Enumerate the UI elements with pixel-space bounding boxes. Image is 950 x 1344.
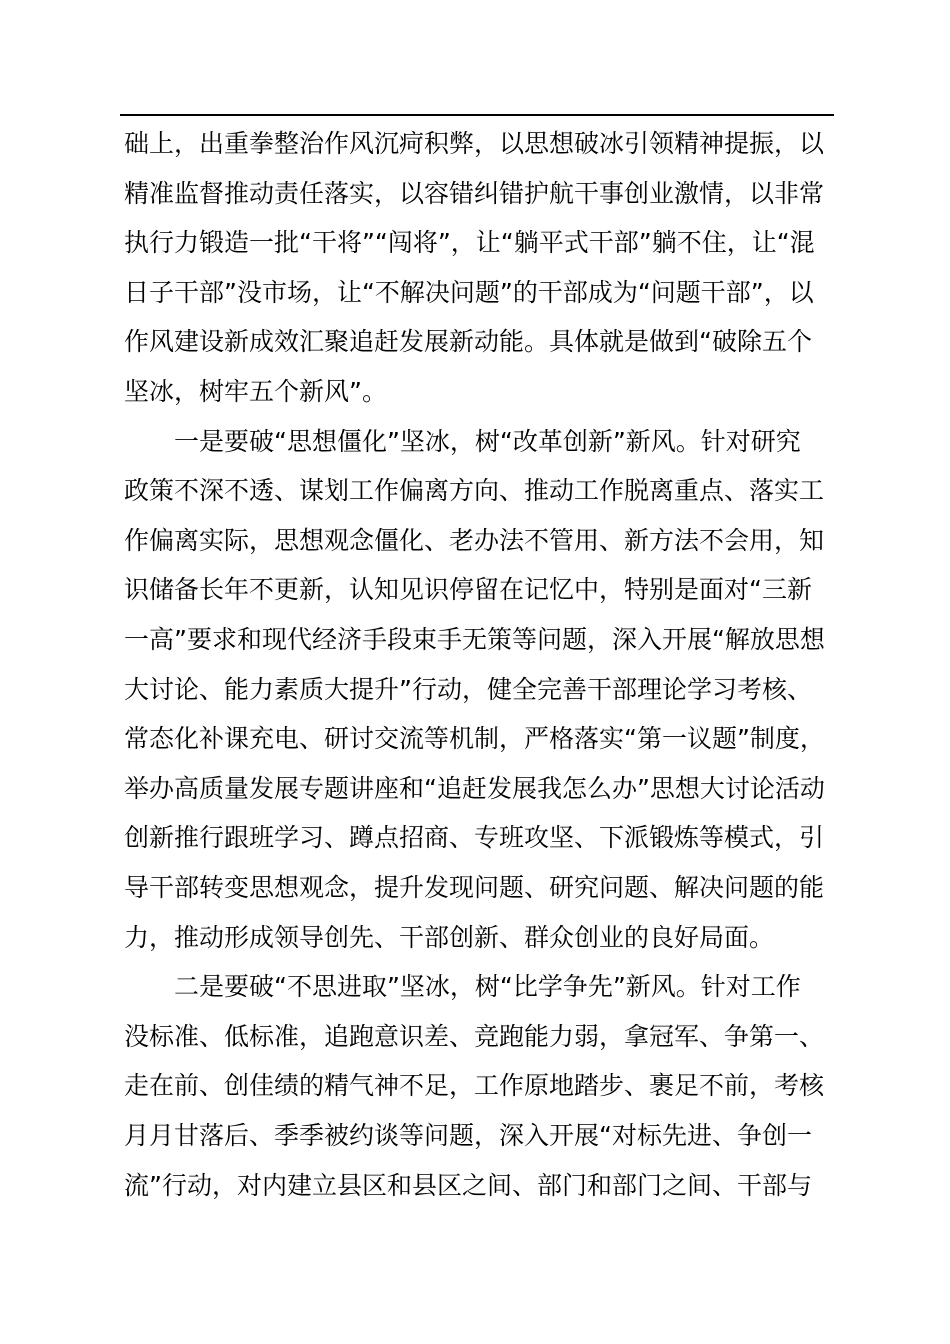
text-line: 执行力锻造一批“干将”“闯将”，让“躺平式干部”躺不住，让“混 [124,228,815,257]
text-line: 础上，出重拳整治作风沉疴积弊，以思想破冰引领精神提振，以 [124,129,825,158]
text-line: 作风建设新成效汇聚追赶发展新动能。具体就是做到“破除五个 [124,327,812,356]
text-line: 一高”要求和现代经济手段束手无策等问题，深入开展“解放思想 [124,625,825,654]
text-line: 政策不深不透、谋划工作偏离方向、推动工作脱离重点、落实工 [124,476,825,505]
text-line: 常态化补课充电、研讨交流等机制，严格落实“第一议题”制度， [124,724,825,753]
paragraph-first-line: 一是要破“思想僵化”坚冰，树“改革创新”新风。针对研究 [174,427,801,456]
text-line: 流”行动，对内建立县区和县区之间、部门和部门之间、干部与 [124,1171,812,1200]
text-line: 力，推动形成领导创先、干部创新、群众创业的良好局面。 [124,923,775,952]
text-line: 作偏离实际，思想观念僵化、老办法不管用、新方法不会用，知 [124,526,825,555]
text-line: 走在前、创佳绩的精气神不足，工作原地踏步、裹足不前，考核 [124,1071,825,1100]
text-line: 导干部转变思想观念，提升发现问题、研究问题、解决问题的能 [124,873,825,902]
text-line: 举办高质量发展专题讲座和“追赶发展我怎么办”思想大讨论活动 [124,774,825,803]
text-line: 月月甘落后、季季被约谈等问题，深入开展“对标先进、争创一 [124,1121,812,1150]
text-line: 大讨论、能力素质大提升”行动，健全完善干部理论学习考核、 [124,675,812,704]
text-line: 识储备长年不更新，认知见识停留在记忆中，特别是面对“三新 [124,575,812,604]
header-rule [120,114,834,116]
text-line: 精准监督推动责任落实，以容错纠错护航干事创业激情，以非常 [124,179,825,208]
paragraph-first-line: 二是要破“不思进取”坚冰，树“比学争先”新风。针对工作 [174,972,801,1001]
text-line: 日子干部”没市场，让“不解决问题”的干部成为“问题干部”，以 [124,278,814,307]
text-line: 创新推行跟班学习、蹲点招商、专班攻坚、下派锻炼等模式，引 [124,823,825,852]
text-line: 没标准、低标准，追跑意识差、竞跑能力弱，拿冠军、争第一、 [124,1022,825,1051]
text-line: 坚冰，树牢五个新风”。 [124,377,387,406]
